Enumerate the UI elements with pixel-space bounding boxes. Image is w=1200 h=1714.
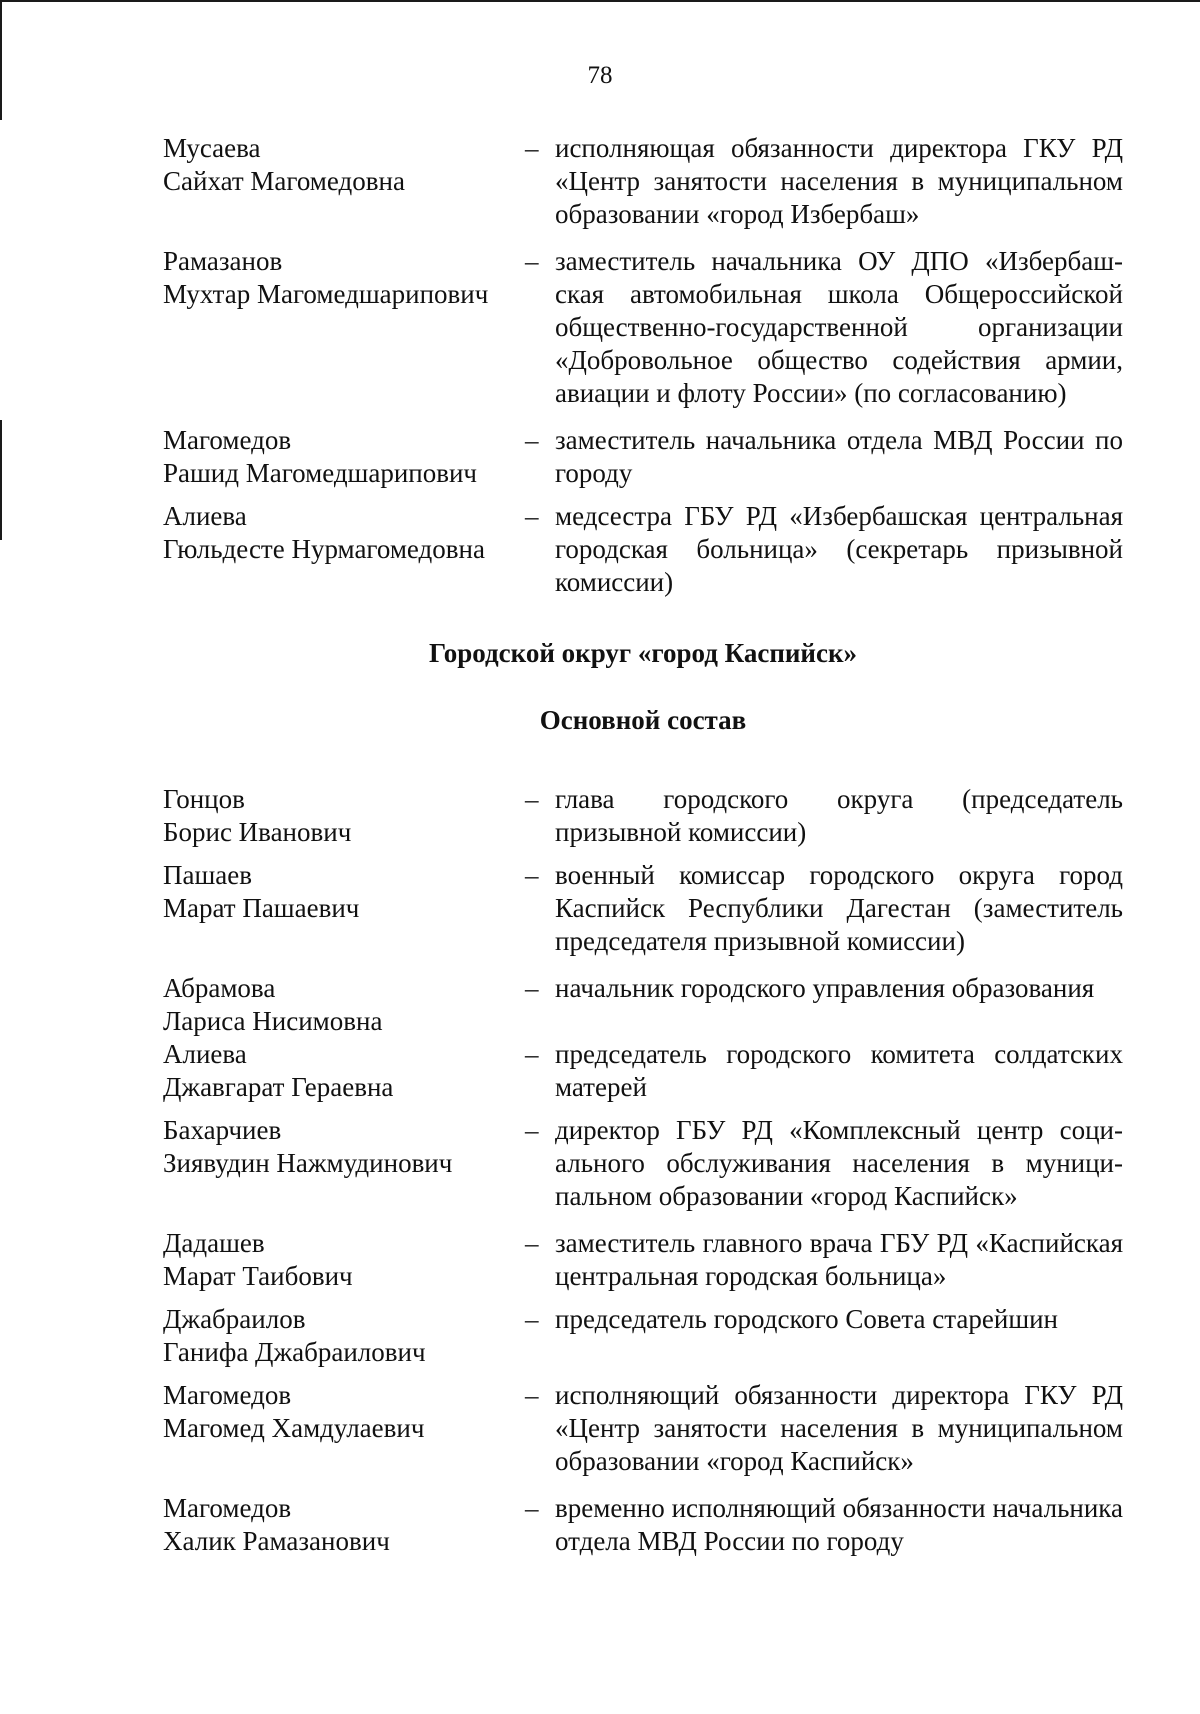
section-subheading: Основной состав [539,705,747,735]
section-heading: Городской округ «город Каспийск» [428,638,858,668]
member-position: медсестра ГБУ РД «Избербашская центральная городская больница» (секретарь призывной комиссии) [555,501,1123,597]
member-surname: Абрамова [163,973,276,1003]
member-name [163,783,525,849]
member-given-name: Магомед Хамдулаевич [163,1413,425,1443]
member-position: заместитель начальника отдела МВД России по городу [555,425,1123,488]
member-given-name: Зиявудин Нажмудинович [163,1148,453,1178]
member-given-name: Марат Таибович [163,1261,353,1291]
member-name [163,1038,525,1104]
member-entry [163,972,1123,1038]
member-name [163,1114,525,1213]
member-given-name: Гюльдесте Нурмагомедовна [163,534,485,564]
member-surname: Джабраилов [163,1304,306,1334]
member-name [163,132,525,231]
dash-separator: – [525,1115,539,1145]
member-given-name: Рашид Магомедшарипович [163,458,478,488]
member-surname: Бахарчиев [163,1115,282,1145]
scan-border-left [0,0,2,120]
member-position: директор ГБУ РД «Комплексный центр социального обслуживания населения в муниципальном образовании «город Каспийск» [555,1115,1123,1211]
member-name [163,1227,525,1293]
scan-border-top [0,0,1200,2]
member-given-name: Халик Рамазанович [163,1526,390,1556]
document-body [163,132,1123,1558]
member-name [163,972,525,1038]
dash-separator: – [525,860,539,890]
member-name [163,1379,525,1478]
member-entry [163,500,1123,599]
dash-separator: – [525,1228,539,1258]
member-given-name: Борис Иванович [163,817,352,847]
dash-separator: – [525,1304,539,1334]
member-entry [163,1492,1123,1558]
member-given-name: Лариса Нисимовна [163,1006,383,1036]
member-surname: Пашаев [163,860,252,890]
dash-separator: – [525,1380,539,1410]
dash-separator: – [525,1493,539,1523]
member-position: заместитель главного врача ГБУ РД «Каспийская центральная городская больница» [555,1228,1123,1291]
member-entry [163,424,1123,490]
member-position: военный комиссар городского округа город Каспийск Республики Дагестан (заместитель председателя призывной комиссии) [555,860,1123,956]
member-entry [163,859,1123,958]
member-surname: Магомедов [163,1493,292,1523]
member-surname: Дадашев [163,1228,265,1258]
member-position: начальник городского управления образования [555,973,1095,1003]
member-name [163,1492,525,1558]
member-name [163,424,525,490]
member-name [163,859,525,958]
dash-separator: – [525,425,539,455]
dash-separator: – [525,784,539,814]
member-entry [163,1379,1123,1478]
member-position: временно исполняющий обязанности начальника отдела МВД России по городу [555,1493,1123,1556]
member-surname: Рамазанов [163,246,283,276]
member-given-name: Марат Пашаевич [163,893,360,923]
member-surname: Гонцов [163,784,245,814]
member-surname: Мусаева [163,133,261,163]
member-given-name: Сайхат Магомедовна [163,166,405,196]
member-surname: Алиева [163,501,247,531]
member-surname: Магомедов [163,425,292,455]
member-position: глава городского округа (председатель призывной комиссии) [555,784,1123,847]
member-name [163,500,525,599]
member-entry [163,783,1123,849]
member-name [163,1303,525,1369]
member-entry [163,1227,1123,1293]
member-name [163,245,525,410]
member-surname: Магомедов [163,1380,292,1410]
member-surname: Алиева [163,1039,247,1069]
dash-separator: – [525,133,539,163]
page-number: 78 [587,62,613,89]
member-position: председатель городского комитета солдатских матерей [555,1039,1123,1102]
member-given-name: Джавгарат Гераевна [163,1072,394,1102]
member-position: председатель городского Совета старейшин [555,1304,1059,1334]
dash-separator: – [525,246,539,276]
member-position: исполняющая обязанности директора ГКУ РД «Центр занятости населения в муниципальном образовании «город Избербаш» [555,133,1123,229]
member-given-name: Ганифа Джабраилович [163,1337,426,1367]
member-entry [163,1114,1123,1213]
member-position: заместитель начальника ОУ ДПО «Избербашская автомобильная школа Общероссийской общественно-государственной организации «Добровольное общество содействия армии, авиации и флоту России» (по согласованию) [555,246,1123,408]
member-entry [163,245,1123,410]
scan-border-left [0,420,2,540]
member-given-name: Мухтар Магомедшарипович [163,279,489,309]
member-entry [163,1038,1123,1104]
member-entry [163,1303,1123,1369]
dash-separator: – [525,501,539,531]
member-entry [163,132,1123,231]
member-position: исполняющий обязанности директора ГКУ РД «Центр занятости населения в муниципальном образовании «город Каспийск» [555,1380,1123,1476]
dash-separator: – [525,1039,539,1069]
dash-separator: – [525,973,539,1003]
